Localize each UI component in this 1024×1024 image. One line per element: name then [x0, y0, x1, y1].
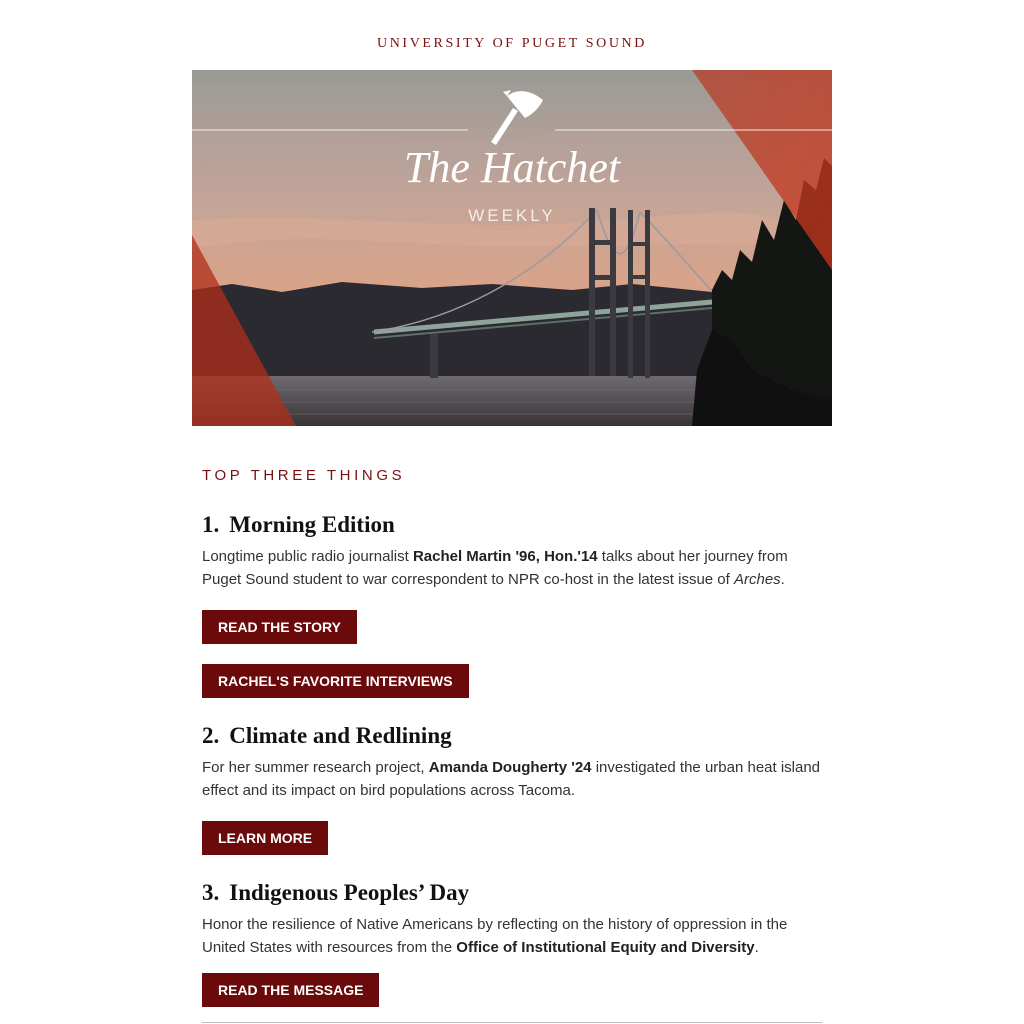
story-item-2: [202, 722, 827, 802]
read-the-message-button[interactable]: READ THE MESSAGE: [202, 973, 379, 1007]
story-title-2: 2. Climate and Redlining: [202, 723, 452, 748]
hero-image: [192, 70, 832, 426]
hero-subtitle: WEEKLY: [468, 206, 556, 225]
read-the-story-button[interactable]: READ THE STORY: [202, 610, 357, 644]
story-item-3: [202, 879, 827, 959]
favorite-interviews-button[interactable]: RACHEL'S FAVORITE INTERVIEWS: [202, 664, 469, 698]
learn-more-button[interactable]: LEARN MORE: [202, 821, 328, 855]
story-item-1: [202, 511, 827, 591]
story-body-2: For her summer research project, Amanda Dougherty '24 investigated the urban heat island effect and its impact on bird populations across Tacoma.: [202, 759, 821, 799]
story-title-1: 1. Morning Edition: [202, 512, 395, 537]
divider: [202, 1022, 822, 1023]
story-title-3: 3. Indigenous Peoples’ Day: [202, 880, 470, 905]
story-body-1: Longtime public radio journalist Rachel Martin '96, Hon.'14 talks about her journey from Puget Sound student to war correspondent to NPR co-host in the latest issue of Arches.: [202, 548, 788, 588]
hero-title: The Hatchet: [403, 143, 621, 192]
section-heading: TOP THREE THINGS: [202, 467, 406, 484]
story-body-3: Honor the resilience of Native Americans by reflecting on the history of oppression in the United States with resources from the Office of Institutional Equity and Diversity.: [202, 916, 788, 956]
university-name[interactable]: UNIVERSITY OF PUGET SOUND: [377, 36, 647, 51]
hero-banner[interactable]: [192, 70, 832, 426]
